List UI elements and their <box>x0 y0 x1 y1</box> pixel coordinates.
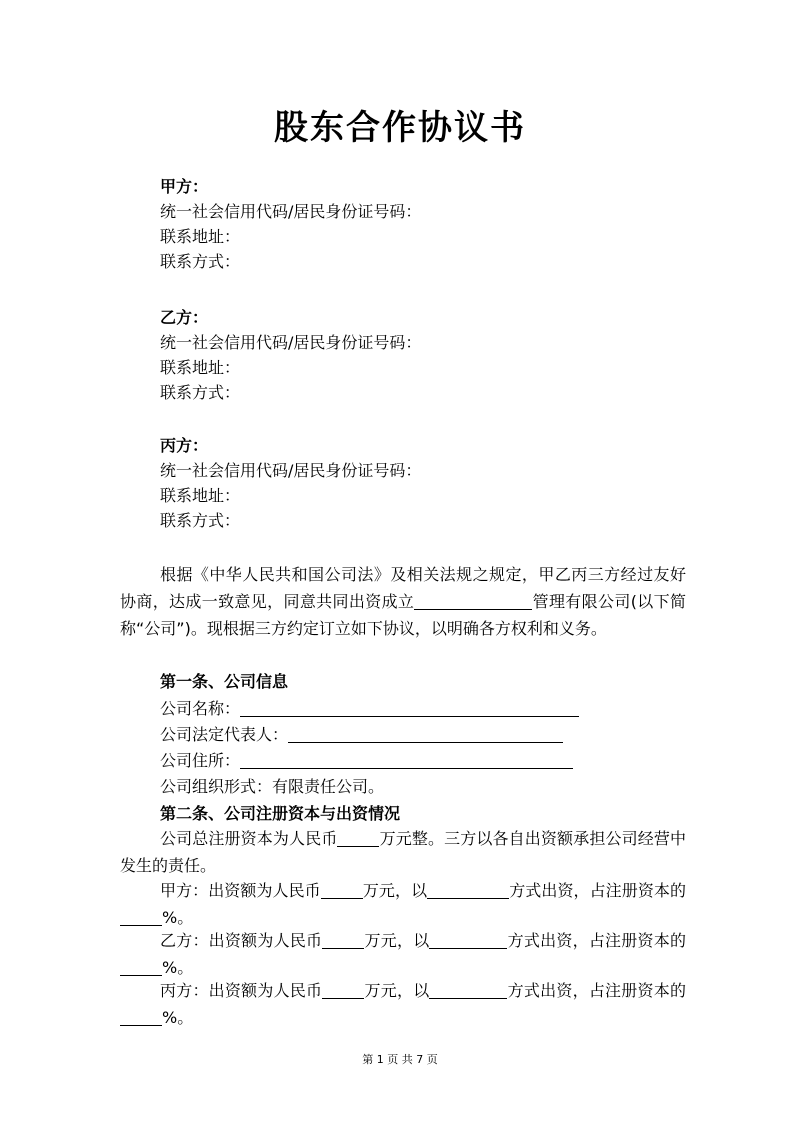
company-name-row <box>160 696 579 719</box>
company-form: 公司组织形式：有限责任公司。 <box>160 777 385 796</box>
intro-text-1: 根据《中华人民共和国公司法》及相关法规之规定，甲乙丙三方经过友好协商，达成一致意见，同意共同出资成立 <box>120 565 686 611</box>
capital-text-2: 万元整。三方以各自出资额承担公司经营中发生的责任。 <box>120 829 686 875</box>
company-name-field[interactable] <box>240 698 579 717</box>
party-c-method-blank[interactable] <box>429 980 507 999</box>
contribution-a-text-3: 方式出资，占注册资本的 <box>509 881 686 900</box>
party-c-id-label: 统一社会信用代码/居民身份证号码： <box>160 461 422 480</box>
party-b-method-blank[interactable] <box>429 930 507 949</box>
party-a-name: 甲方： <box>160 177 209 196</box>
party-a-address-label: 联系地址： <box>160 227 241 246</box>
article-2-heading: 第二条、公司注册资本与出资情况 <box>160 804 401 823</box>
party-c-amount-blank[interactable] <box>322 980 364 999</box>
contribution-a-text-4: %。 <box>162 908 194 927</box>
party-a-method-blank[interactable] <box>427 880 509 899</box>
page-number: 第 1 页 共 7 页 <box>362 1053 438 1066</box>
legal-rep-row <box>160 722 563 745</box>
intro-text-2: 管理有限公司(以下简称“公司”)。现根据三方约定订立如下协议，以明确各方权利和义务。 <box>120 592 686 638</box>
party-c-address-label: 联系地址： <box>160 486 241 505</box>
party-b-id-label: 统一社会信用代码/居民身份证号码： <box>160 333 422 352</box>
contribution-b-text-4: %。 <box>162 958 194 977</box>
party-b-block <box>160 305 421 405</box>
contribution-party-c <box>120 977 686 1031</box>
capital-text-1: 公司总注册资本为人民币 <box>160 829 338 848</box>
contribution-c-text-1: 丙方：出资额为人民币 <box>160 981 323 1000</box>
company-address-label: 公司住所： <box>160 751 241 770</box>
company-name-blank[interactable] <box>414 591 532 610</box>
contribution-c-text-2: 万元，以 <box>364 981 430 1000</box>
contribution-a-text-2: 万元，以 <box>362 881 428 900</box>
contribution-party-a <box>120 877 686 931</box>
company-address-row <box>160 748 573 771</box>
party-c-block <box>160 433 421 533</box>
article-1-heading: 第一条、公司信息 <box>160 672 289 691</box>
party-a-amount-blank[interactable] <box>321 880 363 899</box>
party-a-block <box>160 174 421 274</box>
intro-paragraph <box>120 561 686 642</box>
contribution-party-b <box>120 927 686 981</box>
contribution-a-text-1: 甲方：出资额为人民币 <box>160 881 321 900</box>
contribution-c-text-3: 方式出资，占注册资本的 <box>507 981 686 1000</box>
legal-rep-label: 公司法定代表人： <box>160 725 289 744</box>
contribution-c-text-4: %。 <box>162 1008 194 1027</box>
party-c-contact-label: 联系方式： <box>160 511 241 530</box>
company-address-field[interactable] <box>240 750 573 769</box>
capital-paragraph <box>120 825 686 879</box>
legal-rep-field[interactable] <box>288 724 563 743</box>
company-name-label: 公司名称： <box>160 699 241 718</box>
total-capital-blank[interactable] <box>337 828 379 847</box>
document-title: 股东合作协议书 <box>274 108 526 148</box>
party-b-amount-blank[interactable] <box>322 930 364 949</box>
contribution-b-text-2: 万元，以 <box>364 931 430 950</box>
party-c-percent-blank[interactable] <box>120 1007 162 1026</box>
contribution-b-text-1: 乙方：出资额为人民币 <box>160 931 323 950</box>
party-a-percent-blank[interactable] <box>120 907 162 926</box>
party-a-id-label: 统一社会信用代码/居民身份证号码： <box>160 202 422 221</box>
party-b-contact-label: 联系方式： <box>160 383 241 402</box>
contribution-b-text-3: 方式出资，占注册资本的 <box>507 931 686 950</box>
party-b-address-label: 联系地址： <box>160 358 241 377</box>
party-c-name: 丙方： <box>160 436 209 455</box>
party-a-contact-label: 联系方式： <box>160 252 241 271</box>
party-b-percent-blank[interactable] <box>120 957 162 976</box>
party-b-name: 乙方： <box>160 308 209 327</box>
